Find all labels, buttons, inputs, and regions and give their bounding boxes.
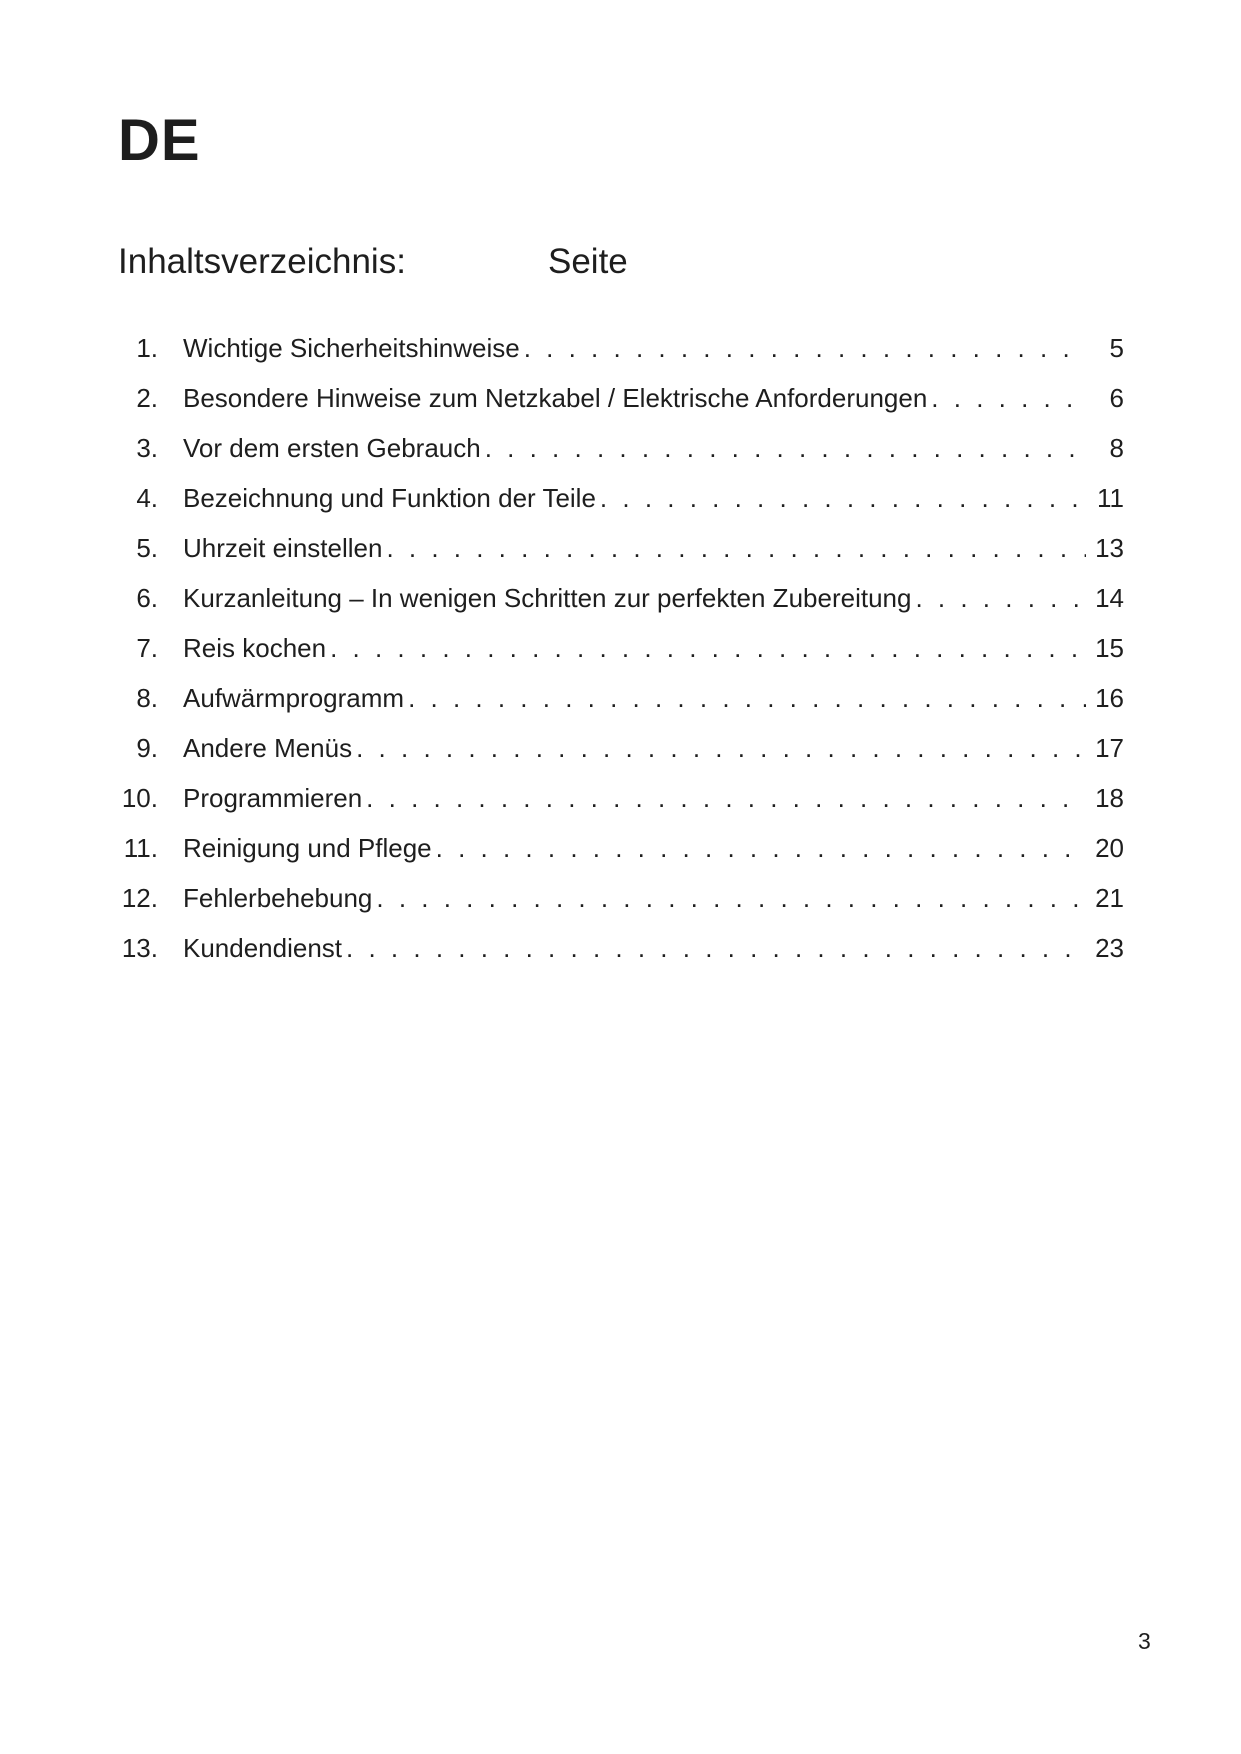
toc-header [118,242,628,281]
table-of-contents [118,333,1124,983]
dot-leader [386,533,1086,564]
toc-entry-page: 5 [1109,333,1124,363]
toc-entry-page: 15 [1095,633,1124,663]
toc-entry-page: 6 [1109,383,1124,413]
toc-entry-page: 14 [1095,583,1124,613]
toc-entry[interactable] [118,733,1124,783]
dot-leader [931,383,1086,414]
toc-entry-title: Andere Menüs [183,733,353,763]
toc-entry-page: 13 [1095,533,1124,563]
dot-leader [436,833,1086,864]
toc-entry[interactable] [118,333,1124,383]
toc-entry-number: 9. [136,733,158,763]
dot-leader [346,933,1086,964]
toc-entry-number: 7. [136,633,158,663]
toc-entry-title: Reis kochen [183,633,327,663]
toc-entry-page: 16 [1095,683,1124,713]
toc-entry-title: Bezeichnung und Funktion der Teile [183,483,596,513]
dot-leader [524,333,1086,364]
toc-entry-page: 17 [1095,733,1124,763]
toc-entry[interactable] [118,433,1124,483]
page-number: 3 [1138,1628,1151,1654]
toc-entry-title: Vor dem ersten Gebrauch [183,433,481,463]
toc-entry-number: 5. [136,533,158,563]
page-column-heading: Seite [548,242,628,281]
toc-entry[interactable] [118,533,1124,583]
toc-entry-title: Aufwärmprogramm [183,683,405,713]
toc-entry[interactable] [118,633,1124,683]
dot-leader [366,783,1086,814]
dot-leader [600,483,1086,514]
toc-entry[interactable] [118,883,1124,933]
toc-entry-page: 20 [1095,833,1124,863]
toc-entry[interactable] [118,933,1124,983]
toc-entry[interactable] [118,483,1124,533]
toc-entry-page: 18 [1095,783,1124,813]
toc-entry-number: 13. [121,933,158,963]
toc-entry-number: 3. [136,433,158,463]
dot-leader [330,633,1086,664]
toc-entry-title: Besondere Hinweise zum Netzkabel / Elektrische Anforderungen [183,383,928,413]
toc-entry[interactable] [118,583,1124,633]
toc-entry[interactable] [118,683,1124,733]
dot-leader [408,683,1086,714]
dot-leader [376,883,1086,914]
toc-entry[interactable] [118,383,1124,433]
dot-leader [485,433,1086,464]
toc-entry-title: Kundendienst [183,933,343,963]
toc-entry-page: 21 [1095,883,1124,913]
toc-entry-number: 1. [136,333,158,363]
dot-leader [915,583,1086,614]
toc-entry-page: 11 [1097,483,1124,513]
toc-entry-number: 8. [136,683,158,713]
toc-entry-number: 11. [123,833,158,863]
toc-entry-page: 23 [1095,933,1124,963]
toc-entry-number: 4. [136,483,158,513]
toc-entry-number: 6. [136,583,158,613]
toc-entry-title: Uhrzeit einstellen [183,533,383,563]
toc-entry-title: Programmieren [183,783,363,813]
toc-entry-title: Wichtige Sicherheitshinweise [183,333,520,363]
toc-entry-number: 10. [121,783,158,813]
toc-entry[interactable] [118,783,1124,833]
toc-entry-page: 8 [1109,433,1124,463]
toc-entry[interactable] [118,833,1124,883]
toc-heading: Inhaltsverzeichnis: [118,242,406,281]
toc-entry-title: Reinigung und Pflege [183,833,432,863]
language-title: DE [118,108,201,173]
dot-leader [356,733,1086,764]
toc-entry-title: Fehlerbehebung [183,883,373,913]
toc-entry-number: 2. [136,383,158,413]
toc-entry-title: Kurzanleitung – In wenigen Schritten zur perfekten Zubereitung [183,583,912,613]
toc-entry-number: 12. [121,883,158,913]
